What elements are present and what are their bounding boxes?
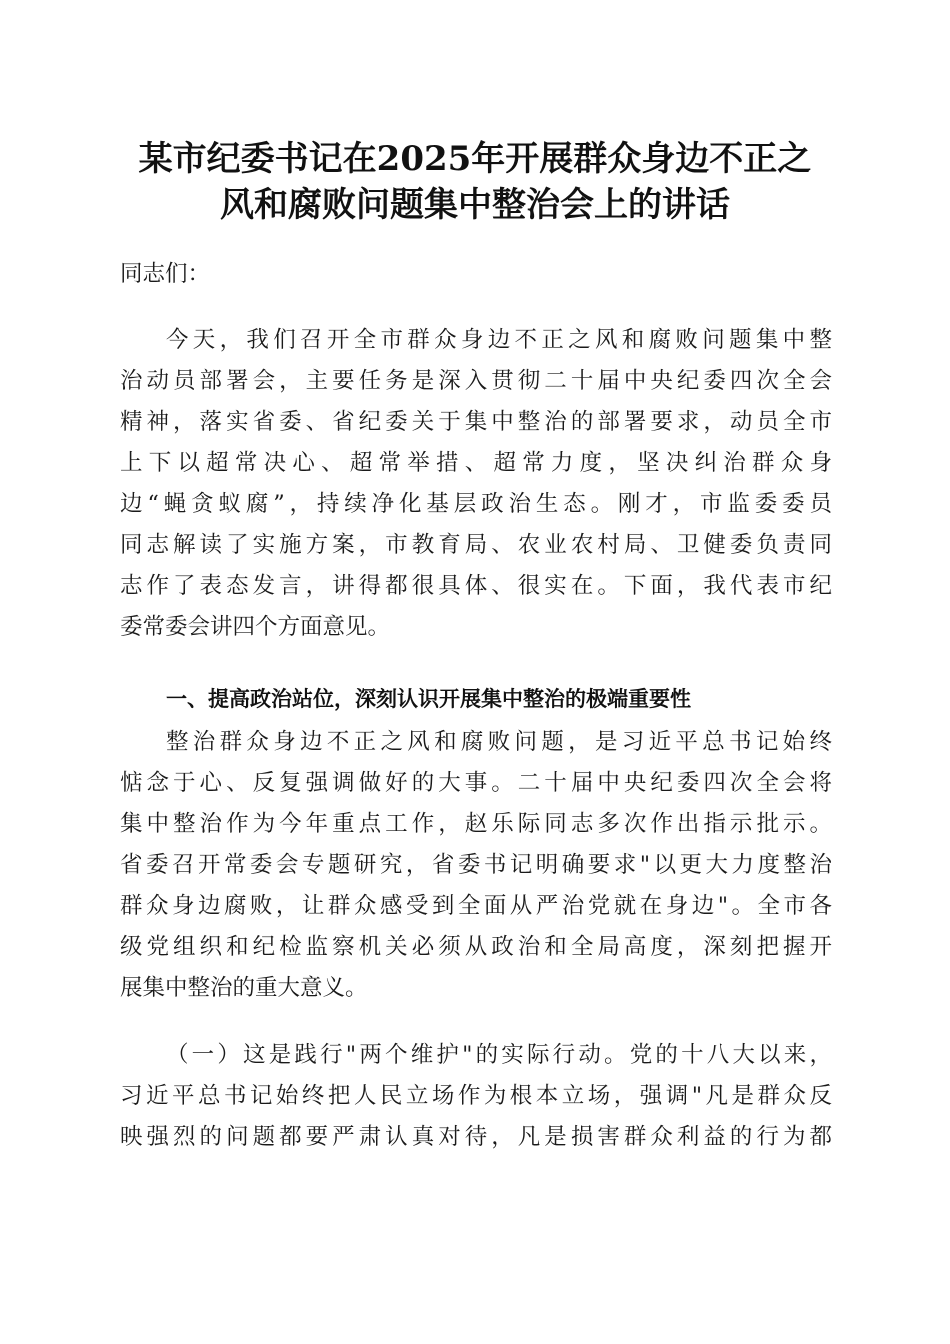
paragraph-1-line: 志作了表态发言，讲得都很具体、很实在。下面，我代表市纪 (120, 573, 832, 599)
paragraph-3 (120, 1035, 832, 1158)
title-line-2: 风和腐败问题集中整治会上的讲话 (220, 185, 730, 225)
paragraph-3-line: 映强烈的问题都要严肃认真对待，凡是损害群众利益的行为都 (120, 1124, 832, 1150)
title-line-1: 某市纪委书记在2025年开展群众身边不正之 (138, 139, 812, 179)
paragraph-2-line: 整治群众身边不正之风和腐败问题，是习近平总书记始终 (166, 729, 832, 755)
paragraph-3-line: （一）这是践行"两个维护"的实际行动。党的十八大以来， (166, 1042, 832, 1068)
section-heading-1: 一、提高政治站位，深刻认识开展集中整治的极端重要性 (166, 687, 691, 711)
paragraph-1-line: 今天，我们召开全市群众身边不正之风和腐败问题集中整 (166, 327, 832, 353)
paragraph-2-line: 集中整治作为今年重点工作，赵乐际同志多次作出指示批示。 (120, 811, 832, 837)
paragraph-2-line: 惦念于心、反复强调做好的大事。二十届中央纪委四次全会将 (120, 770, 832, 796)
paragraph-3-line: 习近平总书记始终把人民立场作为根本立场，强调"凡是群众反 (120, 1083, 832, 1109)
paragraph-1-line: 委常委会讲四个方面意见。 (120, 614, 391, 640)
paragraph-1-line: 治动员部署会，主要任务是深入贯彻二十届中央纪委四次全会 (120, 368, 832, 394)
paragraph-1 (120, 320, 832, 648)
paragraph-1-line: 精神，落实省委、省纪委关于集中整治的部署要求，动员全市 (120, 409, 832, 435)
greeting: 同志们： (120, 261, 211, 287)
paragraph-2-line: 群众身边腐败，让群众感受到全面从严治党就在身边"。全市各 (120, 893, 832, 919)
document-title (118, 136, 832, 228)
paragraph-2-line: 省委召开常委会专题研究，省委书记明确要求"以更大力度整治 (120, 852, 832, 878)
paragraph-1-line: 上下以超常决心、超常举措、超常力度，坚决纠治群众身 (120, 450, 832, 476)
paragraph-2-line: 级党组织和纪检监察机关必须从政治和全局高度，深刻把握开 (120, 934, 832, 960)
paragraph-1-line: 边“蝇贪蚁腐”，持续净化基层政治生态。刚才，市监委委员 (120, 491, 832, 517)
paragraph-1-line: 同志解读了实施方案，市教育局、农业农村局、卫健委负责同 (120, 532, 832, 558)
paragraph-2 (120, 722, 832, 1009)
paragraph-2-line: 展集中整治的重大意义。 (120, 975, 368, 1001)
